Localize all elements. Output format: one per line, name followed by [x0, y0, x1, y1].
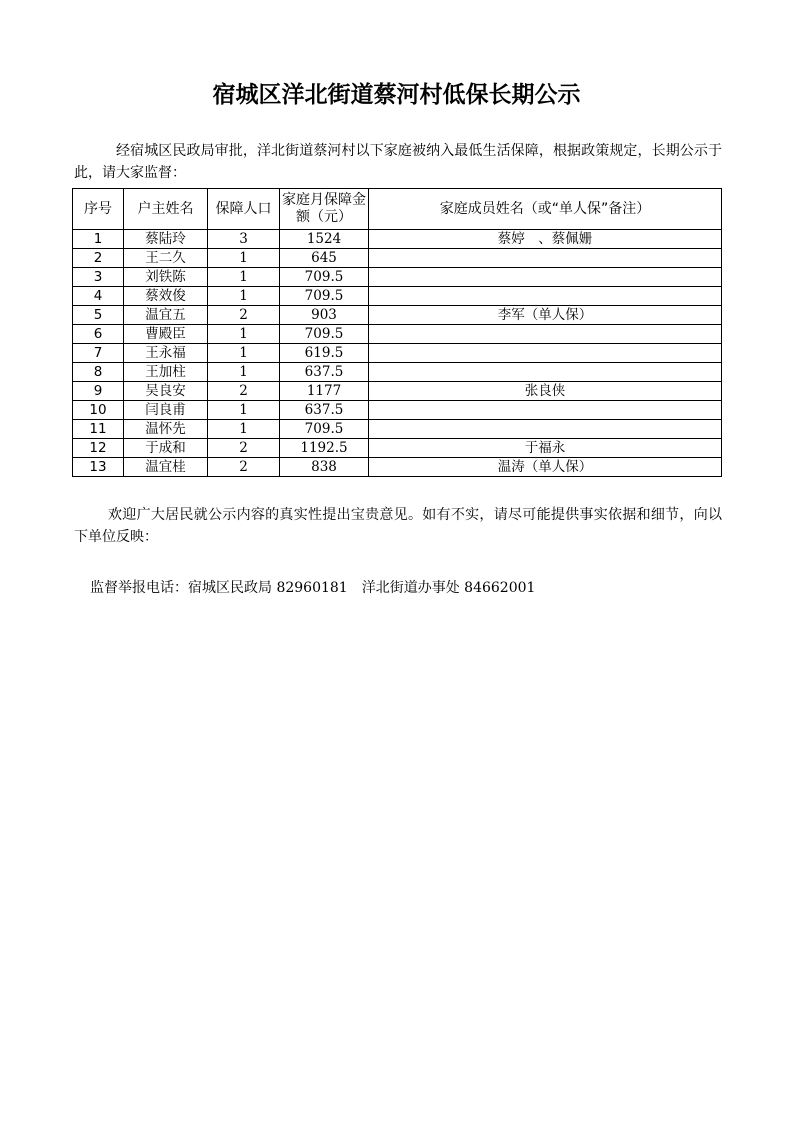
cell-no: 1 [73, 230, 124, 249]
cell-members: 张良侠 [369, 382, 722, 401]
cell-members [369, 363, 722, 382]
table-row [73, 382, 722, 401]
cell-members [369, 268, 722, 287]
cell-members [369, 325, 722, 344]
header-amount: 家庭月保障金额（元） [280, 189, 369, 230]
cell-amount: 903 [280, 306, 369, 325]
cell-amount: 619.5 [280, 344, 369, 363]
table-row [73, 363, 722, 382]
table-row [73, 420, 722, 439]
cell-count: 2 [208, 458, 280, 477]
table-row [73, 268, 722, 287]
cell-no: 3 [73, 268, 124, 287]
cell-amount: 1524 [280, 230, 369, 249]
cell-head: 曹殿臣 [124, 325, 208, 344]
cell-head: 吴良安 [124, 382, 208, 401]
table-row [73, 230, 722, 249]
cell-members [369, 401, 722, 420]
cell-amount: 1192.5 [280, 439, 369, 458]
cell-no: 6 [73, 325, 124, 344]
table-row [73, 458, 722, 477]
cell-amount: 709.5 [280, 325, 369, 344]
table-row [73, 249, 722, 268]
cell-no: 13 [73, 458, 124, 477]
cell-head: 温宜五 [124, 306, 208, 325]
cell-amount: 645 [280, 249, 369, 268]
cell-no: 11 [73, 420, 124, 439]
cell-amount: 709.5 [280, 287, 369, 306]
cell-head: 温宜桂 [124, 458, 208, 477]
beneficiary-table [72, 188, 722, 477]
header-no: 序号 [73, 189, 124, 230]
cell-members: 蔡婷 、蔡佩姗 [369, 230, 722, 249]
cell-no: 9 [73, 382, 124, 401]
cell-count: 1 [208, 420, 280, 439]
table-row [73, 439, 722, 458]
cell-amount: 838 [280, 458, 369, 477]
cell-members [369, 249, 722, 268]
cell-head: 于成和 [124, 439, 208, 458]
cell-count: 1 [208, 325, 280, 344]
cell-no: 8 [73, 363, 124, 382]
cell-count: 1 [208, 249, 280, 268]
cell-amount: 637.5 [280, 401, 369, 420]
cell-count: 1 [208, 268, 280, 287]
header-count: 保障人口 [208, 189, 280, 230]
cell-members: 李军（单人保） [369, 306, 722, 325]
header-members: 家庭成员姓名（或“单人保”备注） [369, 189, 722, 230]
cell-members [369, 287, 722, 306]
page-title: 宿城区洋北街道蔡河村低保长期公示 [212, 82, 581, 108]
cell-no: 2 [73, 249, 124, 268]
cell-head: 王加柱 [124, 363, 208, 382]
cell-amount: 1177 [280, 382, 369, 401]
cell-count: 2 [208, 439, 280, 458]
cell-count: 2 [208, 382, 280, 401]
cell-count: 1 [208, 401, 280, 420]
cell-amount: 709.5 [280, 420, 369, 439]
table-row [73, 287, 722, 306]
cell-members [369, 420, 722, 439]
cell-count: 2 [208, 306, 280, 325]
cell-head: 蔡效俊 [124, 287, 208, 306]
intro-paragraph: 经宿城区民政局审批，洋北街道蔡河村以下家庭被纳入最低生活保障，根据政策规定，长期公示于此，请大家监督： [74, 143, 722, 181]
table-row [73, 401, 722, 420]
cell-no: 12 [73, 439, 124, 458]
table-row [73, 344, 722, 363]
cell-count: 1 [208, 344, 280, 363]
cell-count: 1 [208, 363, 280, 382]
cell-head: 王永福 [124, 344, 208, 363]
cell-members: 温涛（单人保） [369, 458, 722, 477]
cell-head: 闫良甫 [124, 401, 208, 420]
cell-count: 3 [208, 230, 280, 249]
cell-no: 4 [73, 287, 124, 306]
cell-members [369, 344, 722, 363]
table-row [73, 325, 722, 344]
cell-members: 于福永 [369, 439, 722, 458]
header-head: 户主姓名 [124, 189, 208, 230]
cell-amount: 709.5 [280, 268, 369, 287]
table-row [73, 306, 722, 325]
cell-amount: 637.5 [280, 363, 369, 382]
table-header-row [73, 189, 722, 230]
welcome-paragraph: 欢迎广大居民就公示内容的真实性提出宝贵意见。如有不实，请尽可能提供事实依据和细节，向以下单位反映： [74, 507, 722, 545]
cell-head: 刘铁陈 [124, 268, 208, 287]
contact-line: 监督举报电话：宿城区民政局 82960181 洋北街道办事处 84662001 [90, 580, 536, 596]
cell-head: 王二久 [124, 249, 208, 268]
cell-head: 温怀先 [124, 420, 208, 439]
cell-no: 10 [73, 401, 124, 420]
cell-no: 7 [73, 344, 124, 363]
cell-count: 1 [208, 287, 280, 306]
cell-no: 5 [73, 306, 124, 325]
cell-head: 蔡陆玲 [124, 230, 208, 249]
